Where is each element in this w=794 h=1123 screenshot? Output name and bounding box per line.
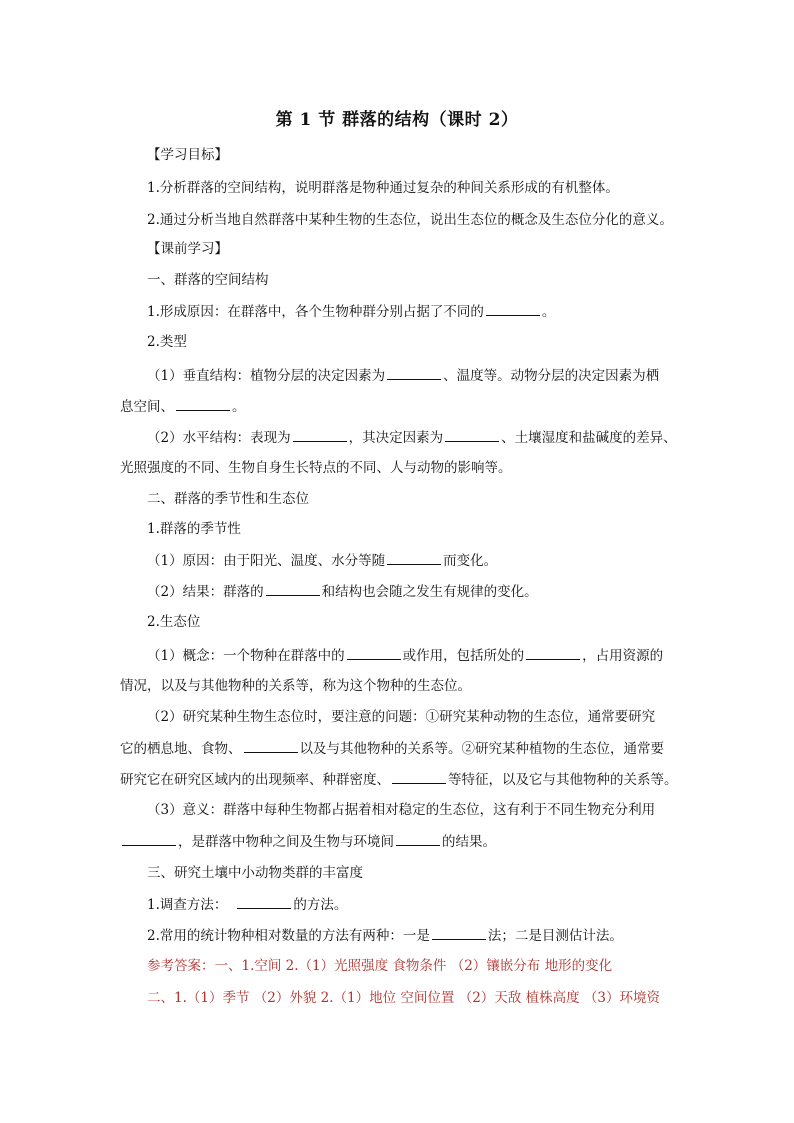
text: 它的栖息地、食物、 <box>120 741 242 757</box>
s1-item-2-1 <box>147 366 659 385</box>
s2-item-1: 1.群落的季节性 <box>147 521 241 537</box>
s2-item-2-3-cont <box>120 832 496 851</box>
goal-2: 2.通过分析当地自然群落中某种生物的生态位，说出生态位的概念及生态位分化的意义。 <box>147 212 673 228</box>
s3-item-2 <box>147 926 623 945</box>
s2-item-1-2 <box>147 582 538 601</box>
fill-blank <box>387 366 441 380</box>
text: 法；二是目测估计法。 <box>487 928 623 944</box>
fill-blank <box>244 739 298 753</box>
text: 1.调查方法： <box>147 897 228 913</box>
s2-item-2-2: （2）研究某种生物生态位时，要注意的问题：①研究某种动物的生态位，通常要研究 <box>147 709 656 725</box>
s1-item-2-1-cont <box>120 397 246 416</box>
text: （2）结果：群落的 <box>147 584 264 600</box>
fill-blank <box>293 428 347 442</box>
fill-blank <box>486 302 540 316</box>
goal-1: 1.分析群落的空间结构，说明群落是物种通过复杂的种间关系形成的有机整体。 <box>147 180 619 196</box>
fill-blank <box>392 770 446 784</box>
section-2-heading: 二、群落的季节性和生态位 <box>147 491 309 507</box>
fill-blank <box>266 582 320 596</box>
fill-blank <box>396 832 440 846</box>
fill-blank <box>445 428 499 442</box>
goals-heading: 【学习目标】 <box>147 147 228 163</box>
text: 或作用，包括所处的 <box>402 648 525 664</box>
fill-blank <box>122 832 176 846</box>
answer-line-1: 参考答案：一、1.空间 2.（1）光照强度 食物条件 （2）镶嵌分布 地形的变化 <box>147 958 613 974</box>
text: 、温度等。动物分层的决定因素为栖 <box>443 368 660 384</box>
fill-blank <box>347 646 401 660</box>
fill-blank <box>237 895 291 909</box>
s2-item-2-3: （3）意义：群落中每种生物都占据着相对稳定的生态位，这有利于不同生物充分利用 <box>147 802 656 818</box>
answer-line-2: 二、1.（1）季节 （2）外貌 2.（1）地位 空间位置 （2）天敌 植株高度 （3）环境资 <box>147 990 660 1006</box>
section-3-heading: 三、研究土壤中小动物类群的丰富度 <box>147 865 363 881</box>
text: ，是群落中物种之间及生物与环境间 <box>178 834 394 850</box>
s1-item-1 <box>147 302 555 321</box>
text: 1.形成原因：在群落中，各个生物种群分别占据了不同的 <box>147 304 484 320</box>
s1-item-2-2-cont: 光照强度的不同、生物自身生长特点的不同、人与动物的影响等。 <box>120 460 512 476</box>
text: 。 <box>232 399 246 415</box>
text: 和结构也会随之发生有规律的变化。 <box>321 584 538 600</box>
text: 、土壤湿度和盐碱度的差异、 <box>501 430 677 446</box>
s2-item-2: 2.生态位 <box>147 614 201 630</box>
s2-item-2-2-cont1 <box>120 739 664 758</box>
text: （1）垂直结构：植物分层的决定因素为 <box>147 368 386 384</box>
s1-item-2: 2.类型 <box>147 334 187 350</box>
text: 以及与其他物种的关系等。②研究某种植物的生态位，通常要 <box>299 741 664 757</box>
text: 息空间、 <box>120 399 174 415</box>
text: 研究它在研究区域内的出现频率、种群密度、 <box>120 772 390 788</box>
s2-item-2-1-cont: 情况，以及与其他物种的关系等，称为这个物种的生态位。 <box>120 678 471 694</box>
s2-item-1-1 <box>147 551 497 570</box>
s2-item-2-2-cont2 <box>120 770 678 789</box>
text: 而变化。 <box>443 553 498 569</box>
text: 等特征，以及它与其他物种的关系等。 <box>448 772 678 788</box>
text: 的结果。 <box>442 834 496 850</box>
s2-item-2-1 <box>147 646 663 665</box>
text: （1）原因：由于阳光、温度、水分等随 <box>147 553 386 569</box>
text: 的方法。 <box>293 897 348 913</box>
section-1-heading: 一、群落的空间结构 <box>147 272 269 288</box>
text: （1）概念：一个物种在群落中的 <box>147 648 345 664</box>
s3-item-1 <box>147 895 347 914</box>
fill-blank <box>387 551 441 565</box>
fill-blank <box>526 646 580 660</box>
page-title: 第 1 节 群落的结构（课时 2） <box>275 110 519 130</box>
fill-blank <box>432 926 486 940</box>
text: 2.常用的统计物种相对数量的方法有两种：一是 <box>147 928 430 944</box>
text: ，其决定因素为 <box>348 430 444 446</box>
fill-blank <box>176 397 230 411</box>
text: ，占用资源的 <box>582 648 664 664</box>
text: （2）水平结构：表现为 <box>147 430 291 446</box>
s1-item-2-2 <box>147 428 677 447</box>
pre-study-heading: 【课前学习】 <box>147 241 228 257</box>
text: 。 <box>541 304 556 320</box>
